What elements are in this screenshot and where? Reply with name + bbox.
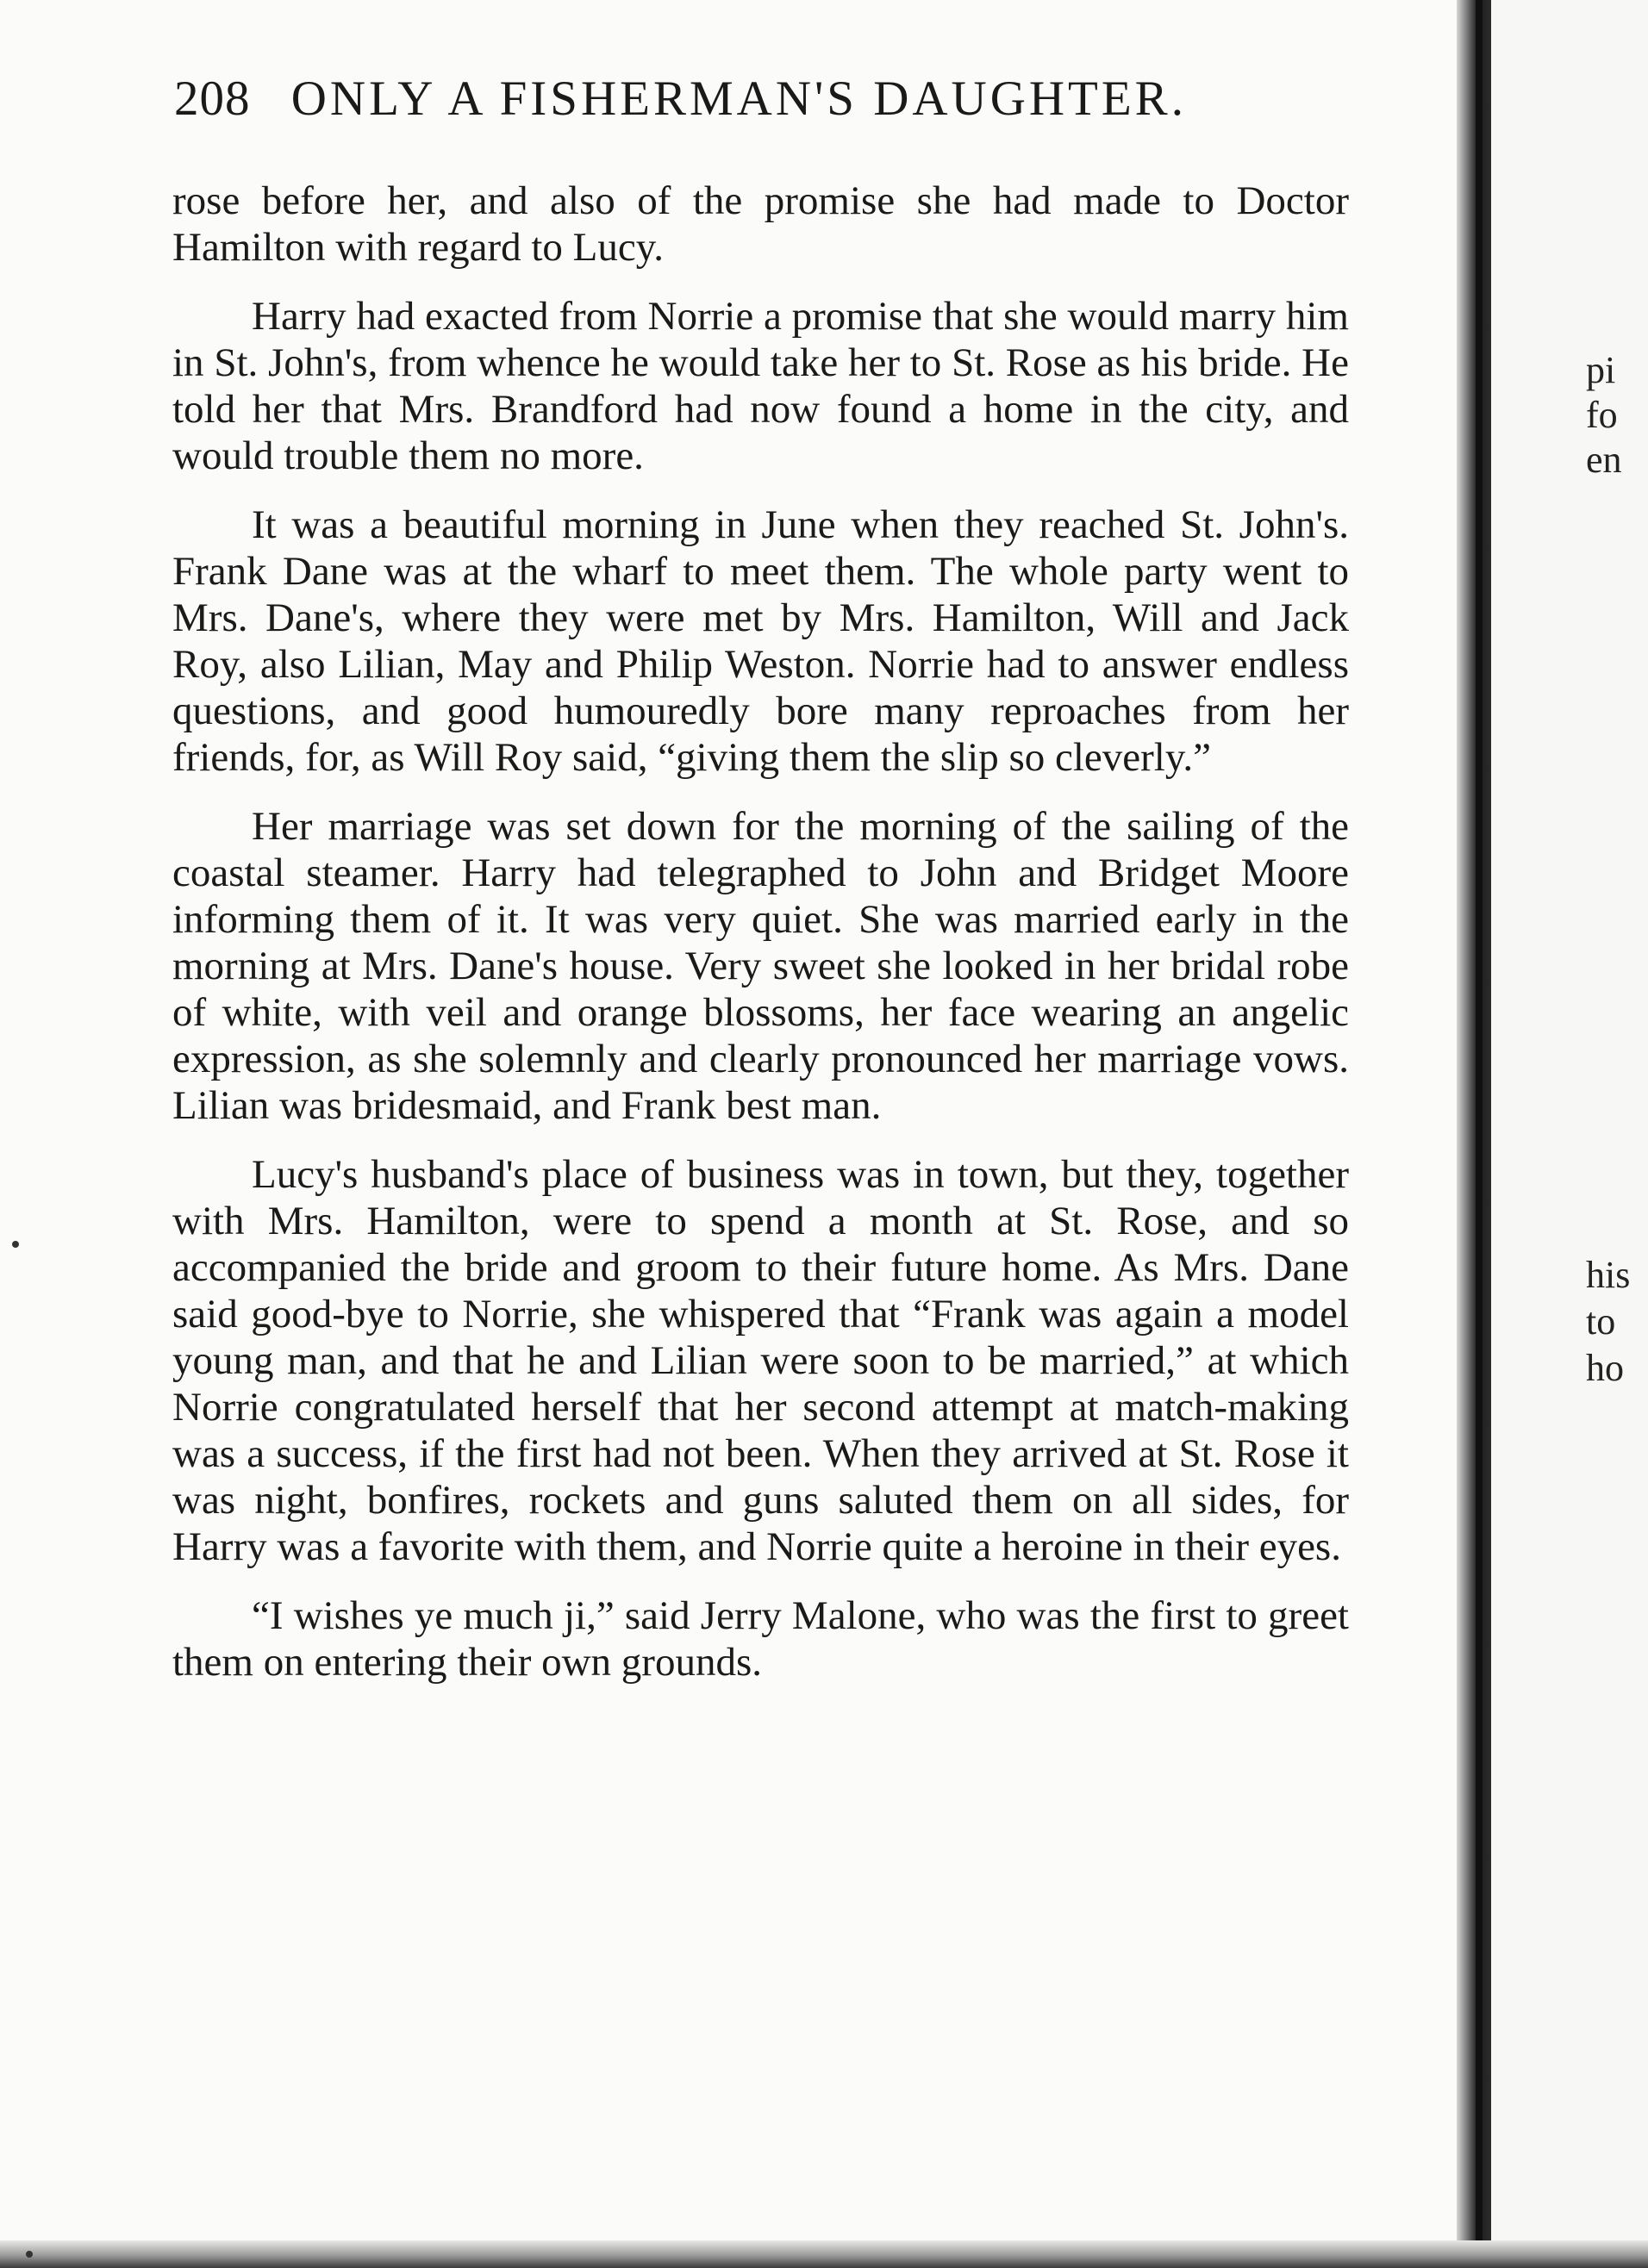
scan-bottom-edge <box>0 2240 1648 2268</box>
facing-page-fragment: fo <box>1586 394 1618 436</box>
facing-page-fragment: pi <box>1586 349 1616 391</box>
running-title: ONLY A FISHERMAN'S DAUGHTER. <box>290 72 1187 126</box>
body-text <box>172 178 1349 1708</box>
paragraph-3: It was a beautiful morning in June when they reached St. John's. Frank Dane was at the wharf to meet them. The whole party went to Mrs. Dane's, where they were met by Mrs. Hamilton, Will and Jack Roy, also Lilian, May and Philip Weston. Norrie had to answer endless questions, and good humouredly bore many reproaches from her friends, for, as Will Roy said, “giving them the slip so cleverly.” <box>172 502 1349 780</box>
facing-page-fragment: en <box>1586 439 1622 481</box>
scan-speck <box>26 2251 33 2258</box>
facing-page-fragment: ho <box>1586 1347 1624 1389</box>
book-gutter <box>1457 0 1491 2240</box>
facing-page <box>1491 0 1648 2268</box>
paragraph-6: “I wishes ye much ji,” said Jerry Malone, who was the first to greet them on entering their own grounds. <box>172 1593 1349 1685</box>
paragraph-1: rose before her, and also of the promise she had made to Doctor Hamilton with regard to Lucy. <box>172 178 1349 270</box>
page-number: 208 <box>174 72 251 126</box>
paragraph-4: Her marriage was set down for the morning of the sailing of the coastal steamer. Harry had telegraphed to John and Bridget Moore informing them of it. It was very quiet. She was married early in the morning at Mrs. Dane's house. Very sweet she looked in her bridal robe of white, with veil and orange blossoms, her face wearing an angelic expression, as she solemnly and clearly pronounced her marriage vows. Lilian was bridesmaid, and Frank best man. <box>172 804 1349 1128</box>
facing-page-fragment: his <box>1586 1254 1631 1296</box>
paragraph-5: Lucy's husband's place of business was in town, but they, together with Mrs. Hamilton, were to spend a month at St. Rose, and so accompanied the bride and groom to their future home. As Mrs. Dane said good-bye to Norrie, she whispered that “Frank was again a model young man, and that he and Lilian were soon to be married,” at which Norrie congratulated herself that her second attempt at match-making was a success, if the first had not been. When they arrived at St. Rose it was night, bonfires, rockets and guns saluted them on all sides, for Harry was a favorite with them, and Norrie quite a heroine in their eyes. <box>172 1152 1349 1569</box>
gutter-edge <box>1476 0 1483 2268</box>
facing-page-fragment: to <box>1586 1300 1616 1343</box>
scan-speck <box>12 1241 19 1248</box>
page-header <box>174 71 1364 127</box>
paragraph-2: Harry had exacted from Norrie a promise that she would marry him in St. John's, from whence he would take her to St. Rose as his bride. He told her that Mrs. Brandford had now found a home in the city, and would trouble them no more. <box>172 294 1349 478</box>
